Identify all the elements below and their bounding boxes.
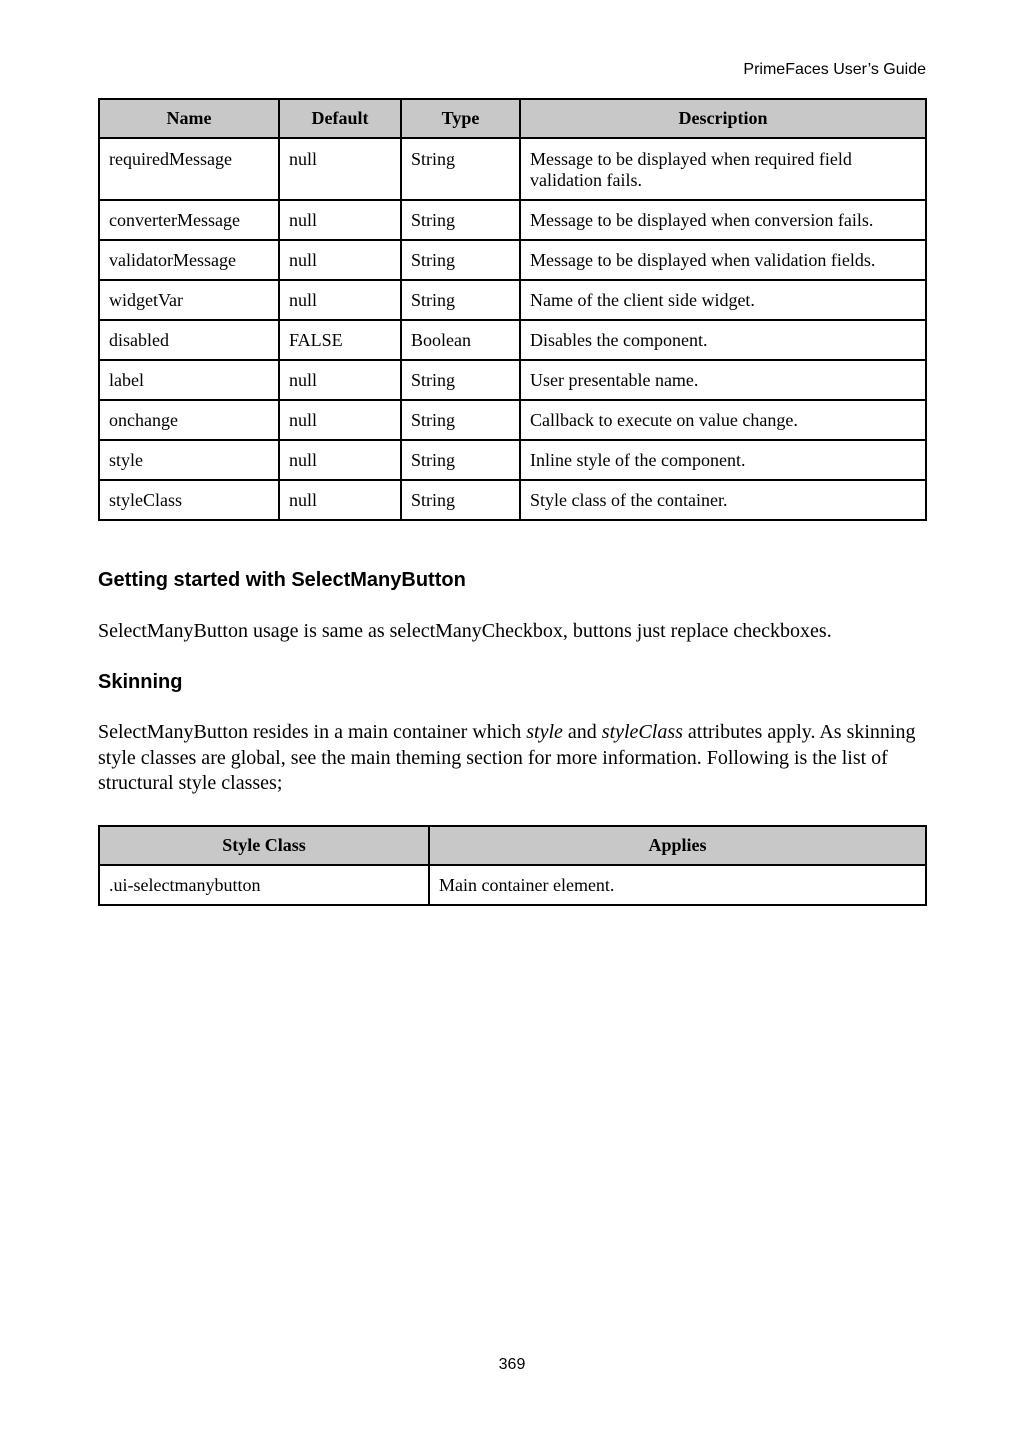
cell-name: label — [99, 360, 279, 400]
skinning-text-start: SelectManyButton resides in a main container which — [98, 721, 527, 743]
attributes-table — [98, 98, 927, 521]
cell-name: validatorMessage — [99, 240, 279, 280]
cell-default: null — [279, 138, 401, 200]
skinning-paragraph — [98, 720, 928, 797]
cell-name: converterMessage — [99, 200, 279, 240]
cell-default: FALSE — [279, 320, 401, 360]
table-row — [99, 138, 926, 200]
cell-type: String — [401, 200, 520, 240]
cell-default: null — [279, 360, 401, 400]
table-row — [99, 240, 926, 280]
cell-description: Style class of the container. — [520, 480, 926, 520]
getting-started-heading: Getting started with SelectManyButton — [98, 569, 466, 591]
table-row — [99, 320, 926, 360]
cell-type: String — [401, 480, 520, 520]
cell-default: null — [279, 400, 401, 440]
table-header-row — [99, 99, 926, 138]
cell-default: null — [279, 440, 401, 480]
cell-type: String — [401, 440, 520, 480]
cell-default: null — [279, 280, 401, 320]
getting-started-paragraph: SelectManyButton usage is same as selectManyCheckbox, buttons just replace checkboxes. — [98, 620, 832, 642]
column-header-applies: Applies — [429, 826, 926, 865]
column-header-description: Description — [520, 99, 926, 138]
cell-description: User presentable name. — [520, 360, 926, 400]
table-row — [99, 440, 926, 480]
cell-description: Disables the component. — [520, 320, 926, 360]
skinning-heading: Skinning — [98, 671, 183, 693]
page-header: PrimeFaces User’s Guide — [743, 61, 926, 78]
cell-default: null — [279, 200, 401, 240]
cell-type: String — [401, 138, 520, 200]
column-header-name: Name — [99, 99, 279, 138]
cell-style-class: .ui-selectmanybutton — [99, 865, 429, 905]
table-row — [99, 480, 926, 520]
column-header-default: Default — [279, 99, 401, 138]
page-number: 369 — [498, 1356, 526, 1373]
styleclass-attribute-term: styleClass — [601, 721, 683, 743]
table-row — [99, 360, 926, 400]
cell-type: String — [401, 400, 520, 440]
column-header-type: Type — [401, 99, 520, 138]
cell-description: Inline style of the component. — [520, 440, 926, 480]
column-header-style-class: Style Class — [99, 826, 429, 865]
cell-default: null — [279, 480, 401, 520]
cell-description: Message to be displayed when conversion fails. — [520, 200, 926, 240]
cell-type: String — [401, 360, 520, 400]
cell-type: String — [401, 240, 520, 280]
style-attribute-term: style — [526, 721, 563, 743]
table-row — [99, 400, 926, 440]
cell-name: styleClass — [99, 480, 279, 520]
cell-type: String — [401, 280, 520, 320]
table-row — [99, 200, 926, 240]
cell-type: Boolean — [401, 320, 520, 360]
skinning-text-and: and — [562, 721, 602, 743]
skinning-text-end: attributes apply. As skinning style classes are global, see the main theming section for more information. Following is the list of structural style classes; — [98, 721, 916, 794]
cell-description: Callback to execute on value change. — [520, 400, 926, 440]
cell-name: widgetVar — [99, 280, 279, 320]
cell-applies: Main container element. — [429, 865, 926, 905]
table-row — [99, 280, 926, 320]
cell-name: disabled — [99, 320, 279, 360]
style-classes-table — [98, 825, 927, 906]
cell-description: Name of the client side widget. — [520, 280, 926, 320]
table-header-row — [99, 826, 926, 865]
cell-description: Message to be displayed when required field validation fails. — [520, 138, 926, 200]
cell-name: onchange — [99, 400, 279, 440]
cell-name: requiredMessage — [99, 138, 279, 200]
cell-default: null — [279, 240, 401, 280]
table-row — [99, 865, 926, 905]
cell-name: style — [99, 440, 279, 480]
cell-description: Message to be displayed when validation fields. — [520, 240, 926, 280]
